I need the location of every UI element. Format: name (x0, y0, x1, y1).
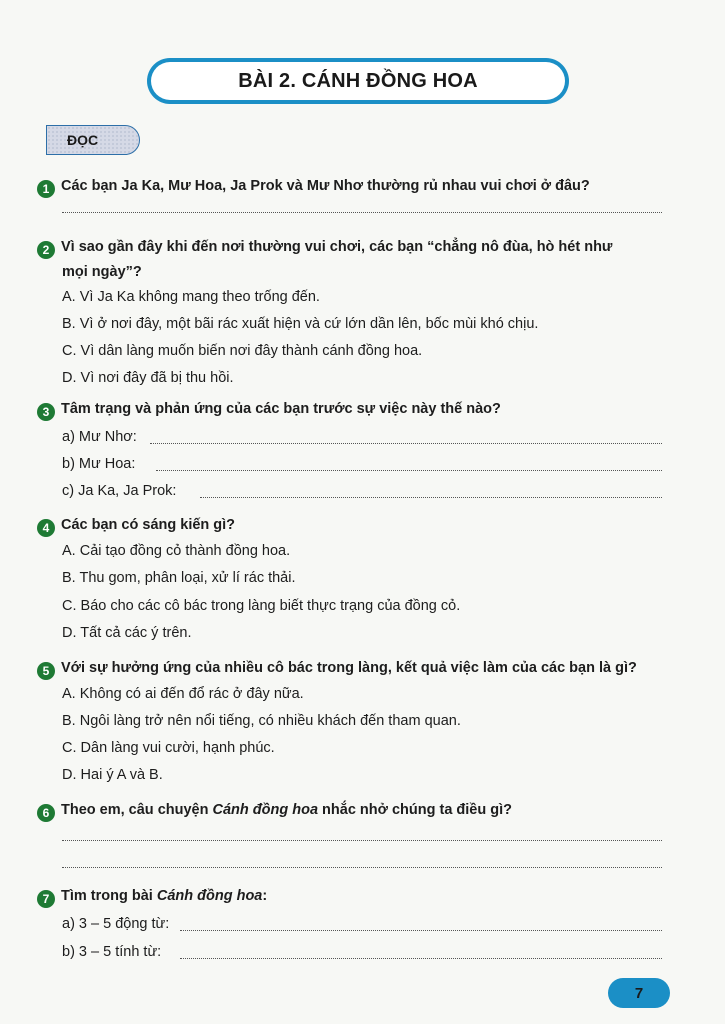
question-text-before: Theo em, câu chuyện (61, 802, 213, 818)
answer-line[interactable] (180, 930, 662, 931)
option-a[interactable]: A. Không có ai đến đổ rác ở đây nữa. (62, 686, 304, 702)
option-a[interactable]: A. Cải tạo đồng cỏ thành đồng hoa. (62, 543, 291, 559)
page-number: 7 (634, 984, 644, 1002)
question-text-after: : (262, 888, 268, 904)
answer-line[interactable] (62, 840, 662, 841)
answer-line[interactable] (180, 958, 662, 959)
question-2-line2 (62, 260, 702, 284)
question-text: Các bạn có sáng kiến gì? (61, 517, 236, 533)
option-c[interactable]: C. Dân làng vui cười, hạnh phúc. (62, 740, 275, 756)
fill-label: b) Mư Hoa: (62, 454, 139, 474)
question-number: 4 (37, 519, 55, 537)
option-a[interactable]: A. Vì Ja Ka không mang theo trống đến. (62, 289, 320, 305)
option-c[interactable]: C. Báo cho các cô bác trong làng biết thực trạng của đồng cỏ. (62, 598, 461, 614)
question-text-before: Tìm trong bài (61, 888, 157, 904)
question-6 (37, 798, 677, 822)
question-number: 5 (37, 662, 55, 680)
option-c[interactable]: C. Vì dân làng muốn biến nơi đây thành cánh đồng hoa. (62, 343, 423, 359)
question-text: Các bạn Ja Ka, Mư Hoa, Ja Prok và Mư Nhơ thường rủ nhau vui chơi ở đâu? (61, 178, 590, 194)
fill-label: c) Ja Ka, Ja Prok: (62, 481, 180, 501)
question-5 (37, 656, 677, 680)
question-number: 1 (37, 180, 55, 198)
option-d[interactable]: D. Hai ý A và B. (62, 767, 163, 783)
option-b[interactable]: B. Ngôi làng trở nên nổi tiếng, có nhiều khách đến tham quan. (62, 713, 461, 729)
question-4 (37, 513, 677, 537)
question-text-after: nhắc nhở chúng ta điều gì? (318, 802, 512, 818)
answer-line[interactable] (200, 497, 662, 498)
question-number: 3 (37, 403, 55, 421)
option-d[interactable]: D. Vì nơi đây đã bị thu hồi. (62, 370, 234, 386)
question-7 (37, 884, 677, 908)
title-banner-inner (151, 62, 565, 100)
question-number: 2 (37, 241, 55, 259)
question-number: 7 (37, 890, 55, 908)
option-b[interactable]: B. Thu gom, phân loại, xử lí rác thải. (62, 570, 296, 586)
answer-line[interactable] (62, 212, 662, 213)
fill-label: b) 3 – 5 tính từ: (62, 942, 165, 962)
question-text: Vì sao gần đây khi đến nơi thường vui chơi, các bạn “chẳng nô đùa, hò hét như (61, 239, 613, 255)
option-d[interactable]: D. Tất cả các ý trên. (62, 625, 192, 641)
question-2 (37, 235, 677, 259)
page-title: BÀI 2. CÁNH ĐỒNG HOA (238, 69, 478, 92)
answer-line[interactable] (150, 443, 662, 444)
section-tag (46, 125, 140, 155)
title-banner (147, 58, 569, 104)
fill-label: a) 3 – 5 động từ: (62, 914, 173, 934)
page-number-badge (608, 978, 670, 1008)
question-number: 6 (37, 804, 55, 822)
section-label: ĐỌC (67, 132, 99, 148)
story-title: Cánh đồng hoa (212, 802, 319, 818)
question-text: Tâm trạng và phản ứng của các bạn trước sự việc này thế nào? (61, 401, 501, 417)
question-text: Với sự hưởng ứng của nhiều cô bác trong làng, kết quả việc làm của các bạn là gì? (61, 660, 637, 676)
question-1 (37, 174, 677, 198)
option-b[interactable]: B. Vì ở nơi đây, một bãi rác xuất hiện và cứ lớn dần lên, bốc mùi khó chịu. (62, 316, 539, 332)
answer-line[interactable] (156, 470, 662, 471)
answer-line[interactable] (62, 867, 662, 868)
question-text: mọi ngày”? (62, 264, 142, 280)
question-3 (37, 397, 677, 421)
fill-label: a) Mư Nhơ: (62, 427, 141, 447)
story-title: Cánh đồng hoa (156, 888, 263, 904)
